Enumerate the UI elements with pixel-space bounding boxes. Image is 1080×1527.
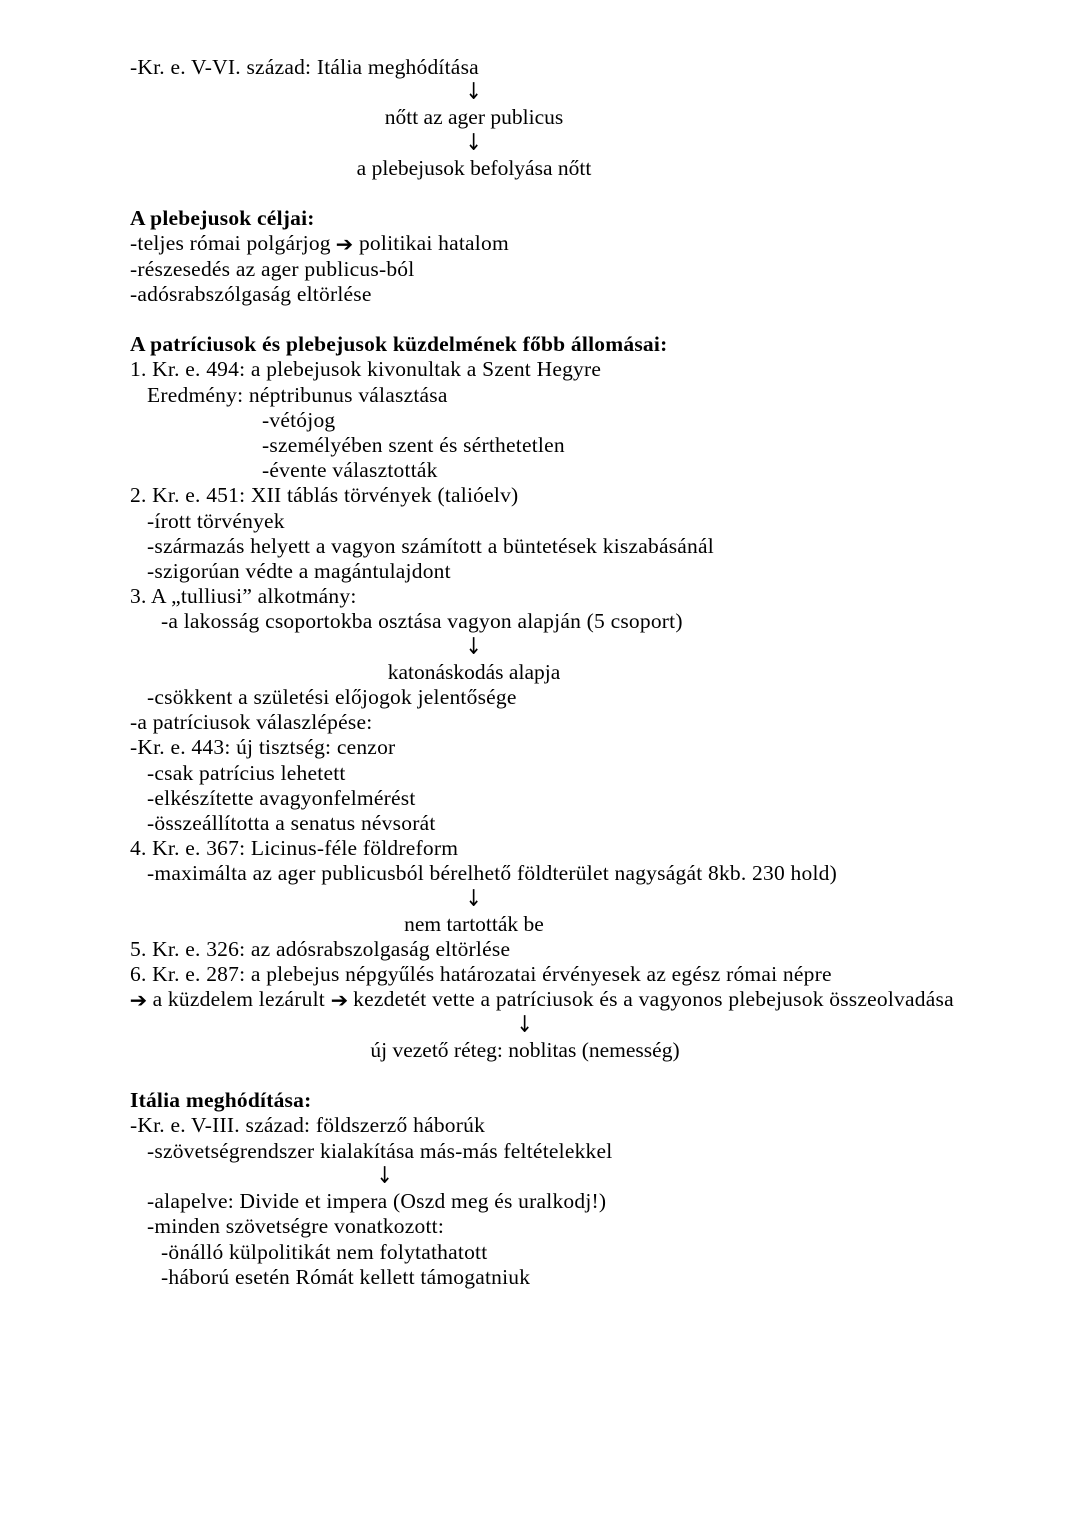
section-spacer	[130, 181, 960, 206]
list-item: 5. Kr. e. 326: az adósrabszolgaság eltörlése	[130, 937, 511, 962]
flow-arrow-down	[130, 1164, 640, 1189]
list-item: -a lakosság csoportokba osztása vagyon alapján (5 csoport)	[161, 609, 683, 634]
list-item: -háború esetén Rómát kellett támogatniuk	[161, 1264, 531, 1289]
document-body	[130, 55, 960, 1290]
list-item: -Kr. e. 443: új tisztség: cenzor	[130, 735, 396, 760]
list-item: -Kr. e. V-VI. század: Itália meghódítása	[130, 55, 479, 79]
paragraph-text: a küzdelem lezárult	[146, 987, 331, 1012]
flow-result-text: a plebejusok befolyása nőtt	[356, 155, 592, 180]
list-item: -összeállította a senatus névsorát	[147, 811, 436, 836]
list-item: -Kr. e. V-III. század: földszerző háborúk	[130, 1113, 486, 1138]
list-item: -csökkent a születési előjogok jelentősége	[147, 685, 517, 710]
list-item: -csak patrícius lehetett	[147, 760, 346, 785]
arrow-down-icon: ↓	[465, 885, 483, 912]
flow-arrow-down	[130, 635, 818, 660]
arrow-right-icon: ➔	[330, 988, 348, 1013]
section-heading: Itália meghódítása:	[130, 1088, 312, 1113]
list-item: 2. Kr. e. 451: XII táblás törvények (talióelv)	[130, 483, 519, 508]
list-item: -alapelve: Divide et impera (Oszd meg és uralkodj!)	[147, 1189, 607, 1214]
list-item: -a patríciusok válaszlépése:	[130, 710, 373, 735]
arrow-down-icon: ↓	[376, 1162, 394, 1189]
list-item: -vétójog	[262, 407, 336, 432]
flow-arrow-down	[130, 131, 818, 156]
list-item: -személyében szent és sérthetetlen	[262, 433, 565, 458]
conclusion-paragraph	[130, 987, 960, 1012]
section-heading: A plebejusok céljai:	[130, 206, 315, 231]
list-item: -minden szövetségre vonatkozott:	[147, 1214, 445, 1239]
list-item: -önálló külpolitikát nem folytathatott	[161, 1239, 488, 1264]
flow-arrow-down	[130, 1013, 920, 1038]
list-item: 6. Kr. e. 287: a plebejus népgyűlés határozatai érvényesek az egész római népre	[130, 962, 832, 987]
section-intro	[130, 55, 960, 181]
list-item: -részesedés az ager publicus-ból	[130, 256, 415, 281]
section-allomasai	[130, 332, 960, 1063]
list-item: -származás helyett a vagyon számított a büntetések kiszabásánál	[147, 533, 714, 558]
arrow-down-icon: ↓	[516, 1011, 534, 1038]
flow-result-text: nőtt az ager publicus	[384, 105, 564, 130]
arrow-down-icon: ↓	[465, 633, 483, 660]
list-item-text: politikai hatalom	[353, 231, 509, 256]
list-item	[130, 231, 960, 256]
list-item: -írott törvények	[147, 508, 285, 533]
list-item: -szigorúan védte a magántulajdont	[147, 559, 451, 584]
arrow-right-icon: ➔	[335, 232, 354, 257]
arrow-right-icon: ➔	[129, 988, 148, 1013]
section-spacer	[130, 1063, 960, 1088]
paragraph-text: kezdetét vette a patríciusok és a vagyonos plebejusok összeolvadása	[347, 987, 954, 1012]
section-heading: A patríciusok és plebejusok küzdelmének főbb állomásai:	[130, 332, 668, 357]
section-spacer	[130, 307, 960, 332]
list-item: -szövetségrendszer kialakítása más-más feltételekkel	[147, 1138, 613, 1163]
list-item-text: -teljes római polgárjog	[130, 231, 337, 256]
list-item: -maximálta az ager publicusból bérelhető földterület nagyságát 8kb. 230 hold)	[147, 861, 838, 886]
list-item: 3. A „tulliusi” alkotmány:	[130, 584, 357, 609]
arrow-down-icon: ↓	[465, 79, 483, 106]
arrow-down-icon: ↓	[465, 129, 483, 156]
flow-result-text: nem tartották be	[404, 911, 544, 936]
list-item: 4. Kr. e. 367: Licinus-féle földreform	[130, 836, 459, 861]
section-celjai	[130, 206, 960, 307]
list-item: 1. Kr. e. 494: a plebejusok kivonultak a Szent Hegyre	[130, 357, 602, 382]
flow-result-text: új vezető réteg: noblitas (nemesség)	[370, 1037, 680, 1062]
list-item: -elkészítette avagyonfelmérést	[147, 785, 416, 810]
list-item: -évente választották	[262, 458, 438, 483]
section-italia	[130, 1088, 960, 1290]
list-item: -adósrabszólgaság eltörlése	[130, 281, 372, 306]
list-item: Eredmény: néptribunus választása	[147, 382, 448, 407]
flow-result-text: katonáskodás alapja	[387, 659, 561, 684]
flow-arrow-down	[130, 887, 818, 912]
flow-arrow-down	[130, 80, 818, 105]
